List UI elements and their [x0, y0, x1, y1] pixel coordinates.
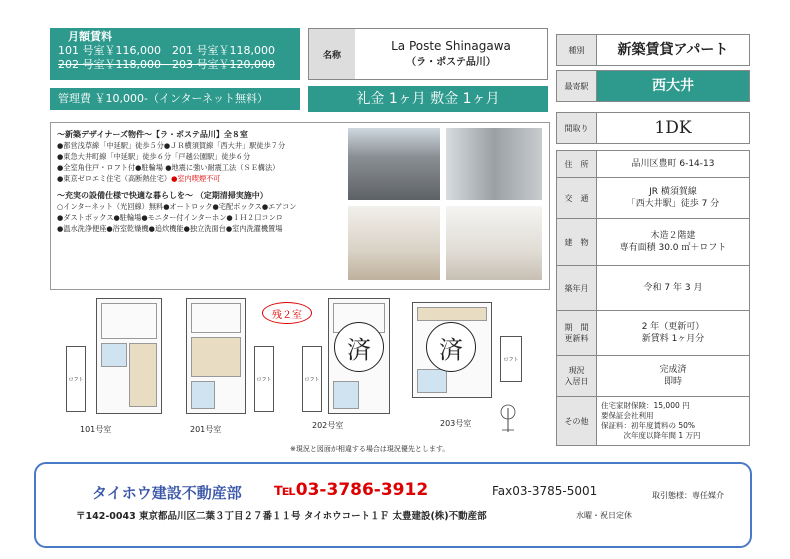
no-smoking-text: ●室内喫煙不可: [171, 174, 221, 183]
loft-plan-201: ロフト: [254, 346, 274, 412]
detail-label: 期 間 更新料: [557, 311, 597, 355]
holiday-note: 水曜・祝日定休: [576, 511, 632, 520]
detail-row-address: [556, 150, 750, 178]
detail-value: 品川区豊町 6-14-13: [631, 159, 715, 169]
detail-label: 間取り: [557, 113, 597, 143]
equipment-line: ●ダストボックス●駐輪場●モニター付インターホン●ＩＨ２口コンロ: [57, 213, 283, 222]
room-label-101: 101号室: [80, 425, 112, 434]
deposit-key-money: 礼金 1ヶ月 敷金 1ヶ月: [308, 86, 548, 112]
detail-value: 2 年（更新可） 新賃料 1ヶ月分: [641, 322, 705, 344]
plan-note: ※現況と図面が相違する場合は現況優先とします。: [290, 445, 450, 453]
equipment-heading: ～充実の設備仕様で快適な暮らしを～ （定期清掃実施中）: [57, 191, 268, 200]
occupied-mark-202: 済: [334, 322, 384, 372]
detail-value: 住宅家財保険：15,000 円 要保証会社利用 保証料：初年度賃料の 50% 次年度以降年間 1 万円: [601, 401, 701, 440]
transaction-mode: 取引態様：専任媒介: [652, 491, 724, 500]
description-heading: ～新築デザイナーズ物件～【ラ・ポステ品川】全８室: [57, 130, 248, 139]
description-line: ●全室角住戸・ロフト付●駐輪場 ●地震に強い耐震工法（ＳＥ構法）: [57, 163, 280, 172]
detail-value: 木造２階建 専有面積 30.0 ㎡＋ロフト: [619, 231, 727, 253]
management-fee: 管理費 ￥10,000-（インターネット無料）: [50, 88, 300, 110]
room-label-201: 201号室: [190, 425, 222, 434]
room-label-203: 203号室: [440, 419, 472, 428]
detail-row-station: [556, 70, 750, 102]
company-name: タイホウ建設不動産部: [92, 484, 242, 502]
kitchen-photo: [446, 206, 542, 280]
property-name-box: [308, 28, 548, 80]
floor-plan-101: [96, 298, 162, 414]
bathroom-photo: [446, 128, 542, 200]
telephone-number: ℡03-3786-3912: [274, 480, 429, 500]
detail-row-type: [556, 34, 750, 66]
detail-label: 築年月: [557, 266, 597, 310]
fax-number: Fax03-3785-5001: [492, 484, 598, 498]
company-address: 〒142-0043 東京都品川区二葉３丁目２７番１１号 タイホウコート１Ｆ 太豊建設(株)不動産部: [76, 511, 487, 522]
loft-plan-203: ロフト: [500, 336, 522, 382]
property-name-sub: （ラ・ポステ品川）: [406, 57, 496, 68]
room-label-202: 202号室: [312, 421, 344, 430]
rent-line-1: 101 号室￥116,000 201 号室￥118,000: [58, 44, 275, 57]
detail-value: 新築賃貸アパート: [617, 42, 729, 58]
occupied-mark-203: 済: [426, 322, 476, 372]
detail-row-building: [556, 219, 750, 266]
loft-plan-202: ロフト: [302, 346, 322, 412]
detail-value: 1DK: [654, 118, 692, 138]
rent-title: 月額賃料: [68, 30, 112, 43]
detail-row-other: [556, 397, 750, 446]
detail-label: その他: [557, 397, 597, 445]
rent-box: [50, 28, 300, 80]
detail-row-access: [556, 178, 750, 219]
detail-label: 現況 入居日: [557, 356, 597, 396]
floor-plan-201: [186, 298, 246, 414]
detail-row-layout: [556, 112, 750, 144]
detail-value: 西大井: [597, 71, 749, 101]
loft-plan-101: ロフト: [66, 346, 86, 412]
name-label: 名称: [309, 29, 355, 79]
description-line: ●東急大井町線「中延駅」徒歩６分「戸越公園駅」徒歩６分: [57, 152, 251, 161]
zero-emission-text: ●東京ゼロエミ住宅（高断熱住宅）: [57, 174, 172, 183]
detail-row-status: [556, 356, 750, 397]
remaining-rooms-badge: 残２室: [262, 302, 312, 324]
rent-line-2: 202 号室￥118,000 203 号室￥120,000: [58, 58, 275, 70]
room-photo: [348, 206, 440, 280]
compass-icon: [498, 404, 518, 434]
property-details-table: [556, 34, 750, 446]
detail-value: JR 横須賀線 「西大井駅」徒歩 7 分: [626, 187, 720, 209]
detail-row-built: [556, 266, 750, 311]
detail-label: 種別: [557, 35, 597, 65]
detail-label: 建 物: [557, 219, 597, 265]
detail-value: 令和 7 年 3 月: [643, 283, 703, 293]
exterior-photo: [348, 128, 440, 200]
detail-label: 最寄駅: [557, 71, 597, 101]
detail-label: 住 所: [557, 151, 597, 177]
property-name: [355, 29, 547, 79]
detail-value: 完成済 即時: [659, 365, 687, 387]
equipment-line: ●温水洗浄便座●浴室乾燥機●追炊機能●独立洗面台●室内洗濯機置場: [57, 224, 283, 233]
detail-row-term: [556, 311, 750, 356]
property-name-main: La Poste Shinagawa: [391, 39, 511, 53]
detail-label: 交 通: [557, 178, 597, 218]
equipment-line: ○インターネット（光回線）無料●オートロック●宅配ボックス●エアコン: [57, 202, 297, 211]
description-line: ●都営浅草線「中延駅」徒歩５分●ＪＲ横須賀線「西大井」駅徒歩７分: [57, 141, 286, 150]
footer-box: [34, 462, 752, 548]
